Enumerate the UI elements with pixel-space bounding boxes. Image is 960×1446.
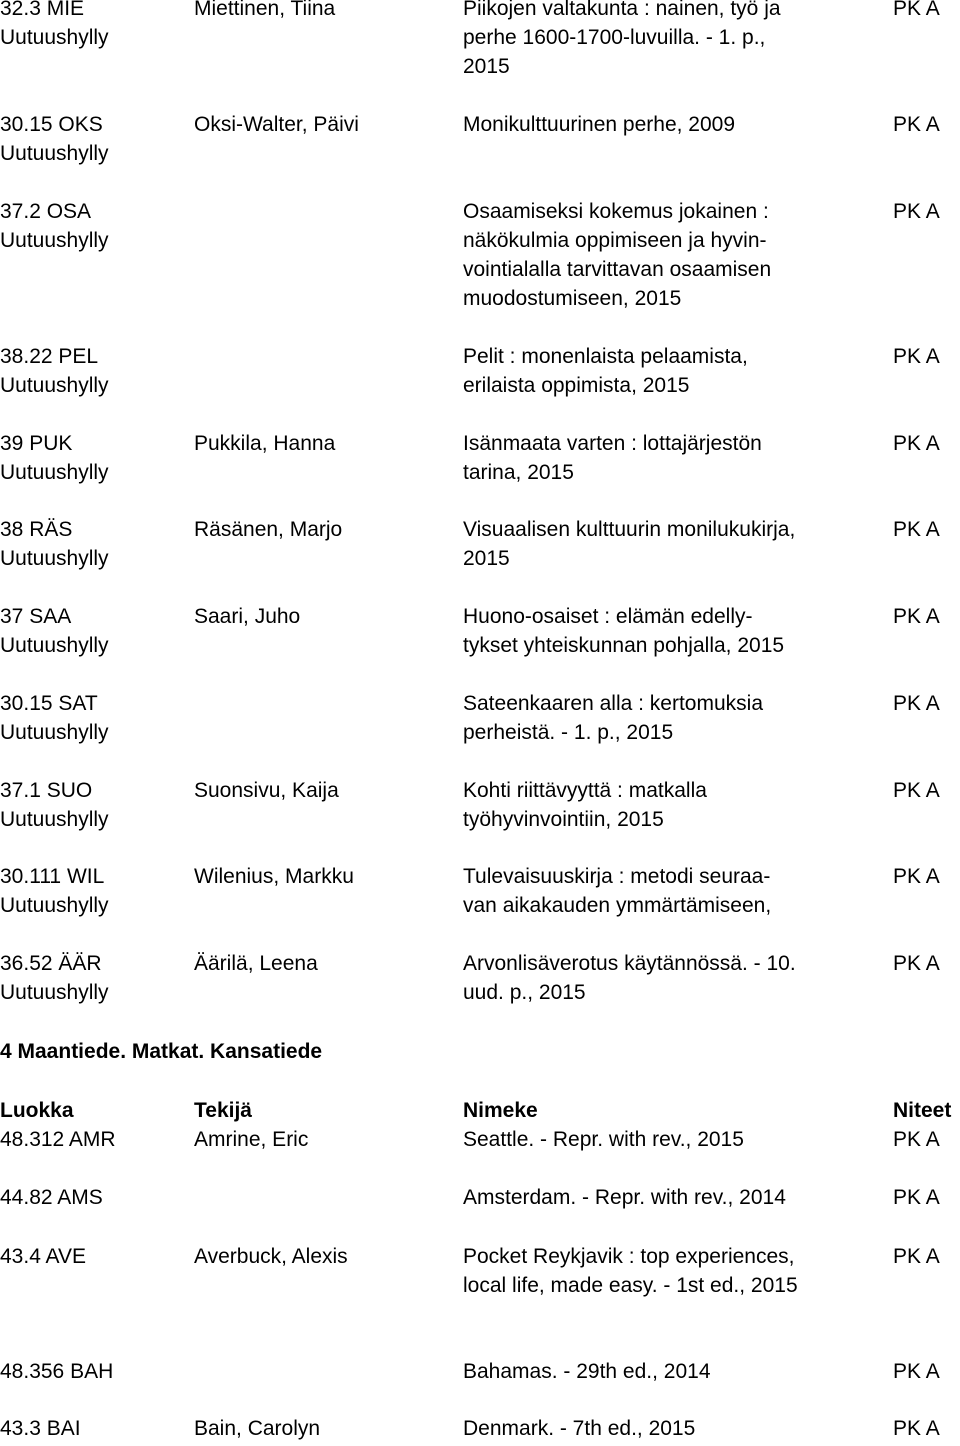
notes-cell: PK A <box>893 779 940 802</box>
author-cell: Äärilä, Leena <box>194 952 318 975</box>
class-cell: 38.22 PEL Uutuushylly <box>0 345 109 397</box>
section-heading: 4 Maantiede. Matkat. Kansatiede <box>0 1040 323 1063</box>
title-cell: Visuaalisen kulttuurin monilukukirja, 2015 <box>463 518 796 570</box>
table-row <box>0 776 960 836</box>
notes-cell: PK A <box>893 1360 940 1383</box>
title-cell: Piikojen valtakunta : nainen, työ ja perhe 1600-1700-luvuilla. - 1. p., 2015 <box>463 0 781 78</box>
table-row <box>0 342 960 402</box>
author-cell: Suonsivu, Kaija <box>194 779 339 802</box>
author-cell: Averbuck, Alexis <box>194 1245 348 1268</box>
title-cell: Monikulttuurinen perhe, 2009 <box>463 113 736 136</box>
column-header-row <box>0 1096 960 1126</box>
class-cell: 38 RÄS Uutuushylly <box>0 518 109 570</box>
author-cell: Wilenius, Markku <box>194 865 354 888</box>
notes-cell: PK A <box>893 865 940 888</box>
notes-cell: PK A <box>893 1417 940 1440</box>
class-cell: 44.82 AMS <box>0 1186 103 1209</box>
notes-cell: PK A <box>893 605 940 628</box>
table-row <box>0 1414 960 1446</box>
table-row <box>0 1357 960 1417</box>
notes-cell: PK A <box>893 432 940 455</box>
class-cell: 37.1 SUO Uutuushylly <box>0 779 109 831</box>
author-cell: Räsänen, Marjo <box>194 518 343 541</box>
class-cell: 37 SAA Uutuushylly <box>0 605 109 657</box>
title-cell: Kohti riittävyyttä : matkalla työhyvinvointiin, 2015 <box>463 779 707 831</box>
title-cell: Arvonlisäverotus käytännössä. - 10. uud. p., 2015 <box>463 952 796 1004</box>
column-header-class: Luokka <box>0 1099 74 1122</box>
notes-cell: PK A <box>893 1245 940 1268</box>
table-row <box>0 110 960 170</box>
class-cell: 30.15 OKS Uutuushylly <box>0 113 109 165</box>
author-cell: Saari, Juho <box>194 605 301 628</box>
title-cell: Amsterdam. - Repr. with rev., 2014 <box>463 1186 786 1209</box>
notes-cell: PK A <box>893 692 940 715</box>
author-cell: Pukkila, Hanna <box>194 432 336 455</box>
title-cell: Pelit : monenlaista pelaamista, erilaista oppimista, 2015 <box>463 345 748 397</box>
table-row <box>0 197 960 310</box>
class-cell: 48.356 BAH <box>0 1360 114 1383</box>
notes-cell: PK A <box>893 200 940 223</box>
title-cell: Bahamas. - 29th ed., 2014 <box>463 1360 711 1383</box>
title-cell: Tulevaisuuskirja : metodi seuraa- van aikakauden ymmärtämiseen, <box>463 865 772 917</box>
class-cell: 43.3 BAI <box>0 1417 81 1440</box>
title-cell: Osaamiseksi kokemus jokainen : näkökulmia oppimiseen ja hyvin- vointialalla tarvittavan osaamisen muodostumiseen, 2015 <box>463 200 772 310</box>
class-cell: 39 PUK Uutuushylly <box>0 432 109 484</box>
class-cell: 30.111 WIL Uutuushylly <box>0 865 109 917</box>
notes-cell: PK A <box>893 113 940 136</box>
class-cell: 37.2 OSA Uutuushylly <box>0 200 109 252</box>
column-header-title: Nimeke <box>463 1099 538 1122</box>
notes-cell: PK A <box>893 518 940 541</box>
class-cell: 43.4 AVE <box>0 1245 87 1268</box>
notes-cell: PK A <box>893 345 940 368</box>
class-cell: 32.3 MIE Uutuushylly <box>0 0 109 49</box>
notes-cell: PK A <box>893 0 940 20</box>
class-cell: 48.312 AMR <box>0 1128 116 1151</box>
table-row <box>0 515 960 575</box>
table-row <box>0 0 960 78</box>
table-row <box>0 689 960 749</box>
notes-cell: PK A <box>893 1128 940 1151</box>
title-cell: Sateenkaaren alla : kertomuksia perheistä. - 1. p., 2015 <box>463 692 763 744</box>
table-row <box>0 1183 960 1243</box>
title-cell: Pocket Reykjavik : top experiences, local life, made easy. - 1st ed., 2015 <box>463 1245 798 1297</box>
column-header-author: Tekijä <box>194 1099 252 1122</box>
title-cell: Huono-osaiset : elämän edelly- tykset yhteiskunnan pohjalla, 2015 <box>463 605 785 657</box>
title-cell: Seattle. - Repr. with rev., 2015 <box>463 1128 744 1151</box>
class-cell: 36.52 ÄÄR Uutuushylly <box>0 952 109 1004</box>
table-row <box>0 949 960 1009</box>
notes-cell: PK A <box>893 952 940 975</box>
table-row <box>0 1242 960 1302</box>
column-header-notes: Niteet <box>893 1099 952 1122</box>
author-cell: Oksi-Walter, Päivi <box>194 113 359 136</box>
table-row <box>0 429 960 489</box>
table-row <box>0 1125 960 1185</box>
author-cell: Bain, Carolyn <box>194 1417 321 1440</box>
class-cell: 30.15 SAT Uutuushylly <box>0 692 109 744</box>
author-cell: Miettinen, Tiina <box>194 0 336 20</box>
notes-cell: PK A <box>893 1186 940 1209</box>
author-cell: Amrine, Eric <box>194 1128 309 1151</box>
title-cell: Denmark. - 7th ed., 2015 <box>463 1417 696 1440</box>
title-cell: Isänmaata varten : lottajärjestön tarina, 2015 <box>463 432 762 484</box>
table-row <box>0 602 960 662</box>
table-row <box>0 862 960 922</box>
